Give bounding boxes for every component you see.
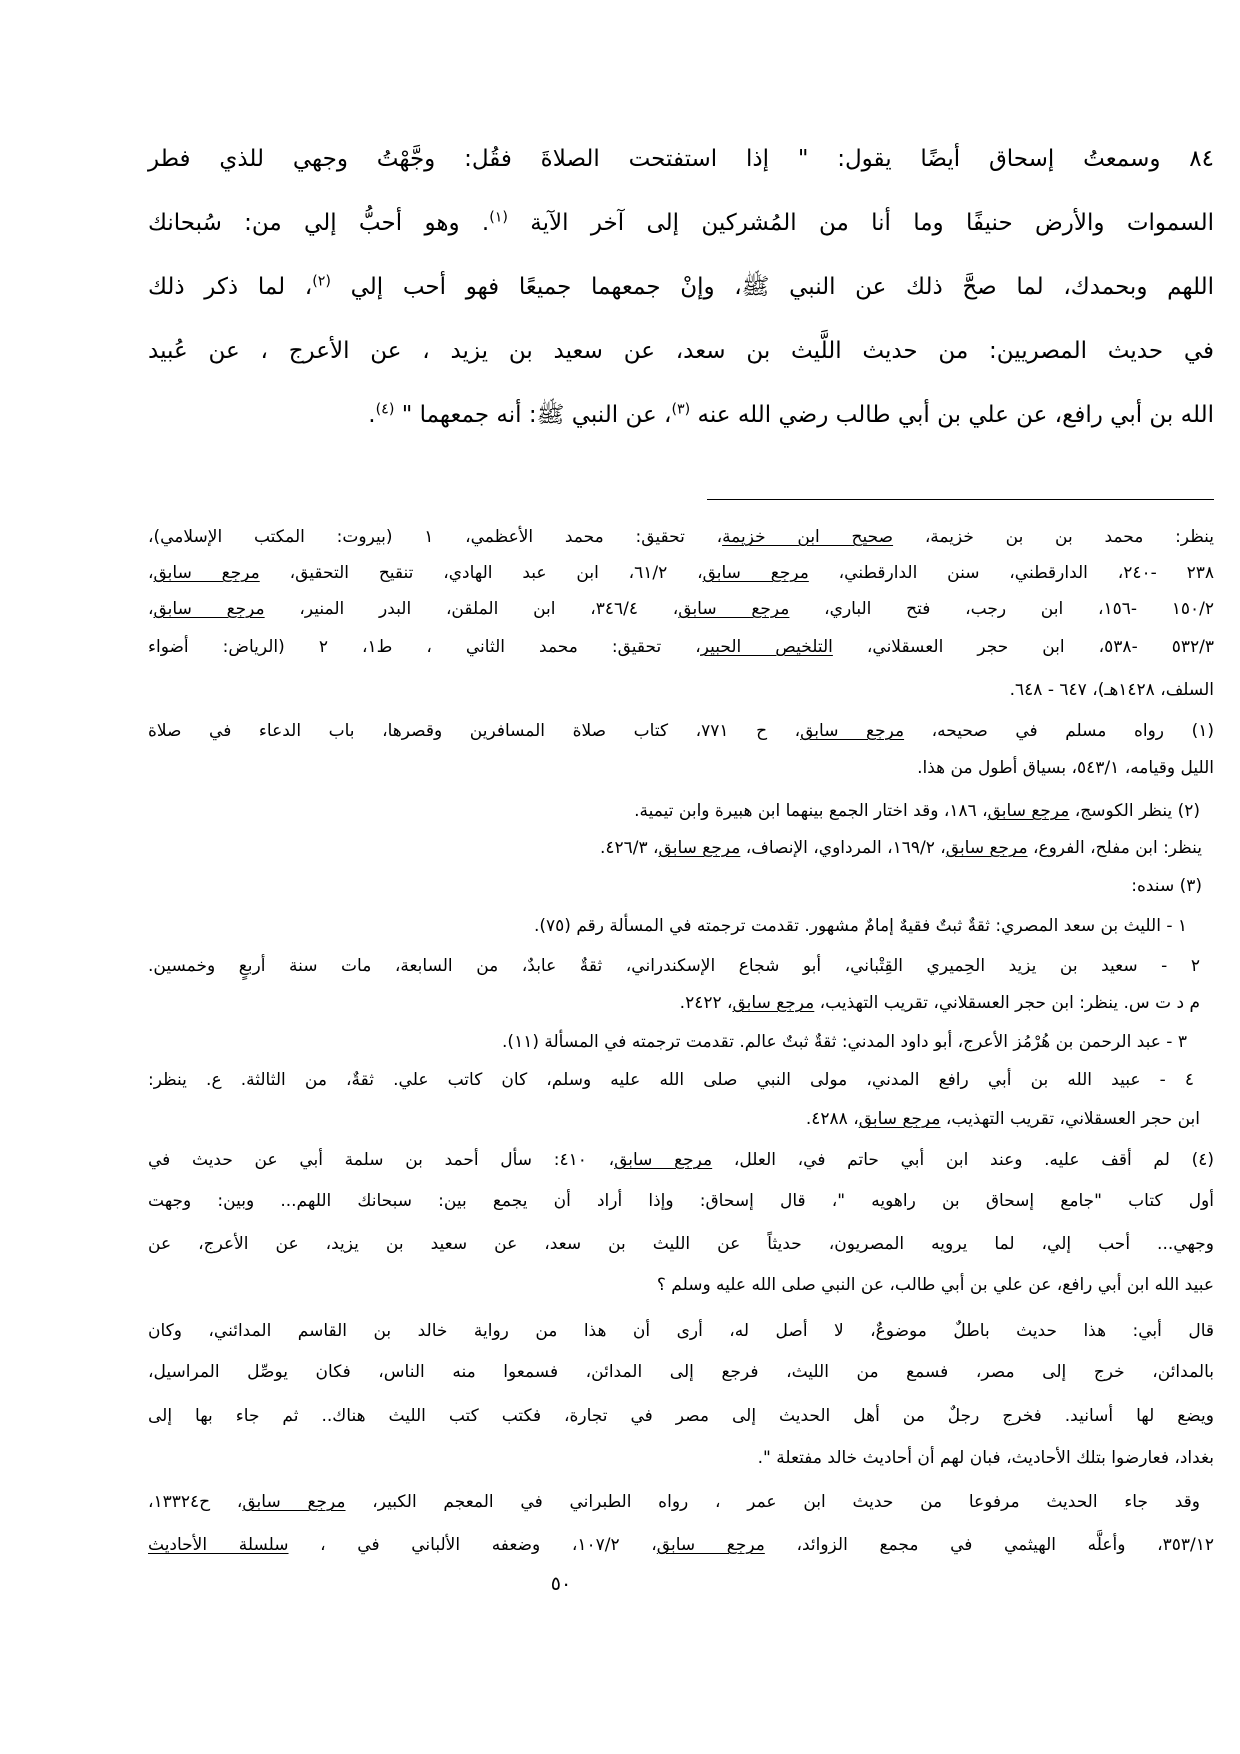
underlined-reference: سلسلة الأحاديث: [148, 1535, 289, 1555]
text-run: (٢) ينظر الكوسج،: [1069, 801, 1200, 821]
text-run: ٢٣٨ -٢٤٠، الدارقطني، سنن الدارقطني،: [808, 563, 1215, 583]
footnote-line: [148, 590, 1214, 628]
text-run: ينظر: ابن مفلح، الفروع،: [1027, 838, 1202, 858]
text-run: ، ح١٣٣٢٤،: [148, 1492, 243, 1512]
footnote-line: [148, 1397, 1214, 1435]
text-run: ،: [148, 563, 154, 583]
footnote-line: [148, 628, 1214, 666]
underlined-reference: مرجع سابق: [658, 838, 741, 858]
footnote-line: [148, 1100, 1214, 1138]
underlined-reference: مرجع سابق: [800, 721, 905, 741]
footnote-line: [148, 1023, 1214, 1061]
text-run: ، ١٦٩/٢، المرداوي، الإنصاف،: [740, 838, 946, 858]
underlined-reference: مرجع سابق: [656, 1535, 765, 1555]
text-run: .: [368, 402, 376, 428]
underlined-reference: مرجع سابق: [614, 1150, 713, 1170]
footnote-line: [148, 1225, 1214, 1263]
underlined-reference: التلخيص الحبير: [700, 637, 833, 657]
text-run: الليل وقيامه، ٥٤٣/١، بسياق أطول من هذا.: [917, 758, 1214, 778]
text-run: أول كتاب "جامع إسحاق بن راهويه "، قال إسحاق: وإذا أراد أن يجمع بين: سبحانك اللهم... وبين: وجهت: [148, 1191, 1214, 1211]
text-run: وقد جاء الحديث مرفوعا من حديث ابن عمر ، رواه الطبراني في المعجم الكبير،: [345, 1492, 1201, 1512]
text-run: ابن حجر العسقلاني، تقريب التهذيب،: [940, 1109, 1200, 1129]
text-run: ٤ - عبيد الله بن أبي رافع المدني، مولى النبي صلى الله عليه وسلم، كان كاتب علي. ثقةٌ، من الثالثة. ع. ينظر:: [148, 1070, 1194, 1090]
footnote-marker: (٤): [375, 401, 395, 418]
footnote-line: [148, 1483, 1214, 1521]
text-run: وجهي... أحب إلي، لما يرويه المصريون، حديثاً عن الليث بن سعد، عن سعيد بن يزيد، عن الأعرج، عن: [148, 1234, 1214, 1254]
text-run: ، ٤١٠: سأل أحمد بن سلمة أبي عن حديث في: [148, 1150, 615, 1170]
underlined-reference: مرجع سابق: [858, 1109, 941, 1129]
text-run: . وهو أحبُّ إلي من: سُبحانك: [148, 210, 490, 236]
footnote-line: [148, 1141, 1214, 1179]
text-run: السموات والأرض حنيفًا وما أنا من المُشركين إلى آخر الآية: [507, 210, 1214, 236]
text-run: السلف، ١٤٢٨هـ)، ٦٤٧ - ٦٤٨.: [1009, 680, 1214, 700]
text-run: م د ت س. ينظر: ابن حجر العسقلاني، تقريب التهذيب،: [814, 993, 1200, 1013]
text-run: ١٥٠/٢ -١٥٦، ابن رجب، فتح الباري،: [789, 599, 1215, 619]
footnote-line: [148, 749, 1214, 787]
underlined-reference: صحيح ابن خزيمة: [722, 527, 894, 547]
text-run: ١ - الليث بن سعد المصري: ثقةٌ ثبتٌ فقيهٌ إمامٌ مشهور. تقدمت ترجمته في المسألة رقم (٧٥).: [533, 916, 1187, 936]
text-run: (١) رواه مسلم في صحيحه،: [904, 721, 1215, 741]
text-run: ، ١٠٧/٢، وضعفه الألباني في ،: [288, 1535, 657, 1555]
text-run: ينظر: محمد بن بن خزيمة،: [893, 527, 1214, 547]
main-text-line: [148, 383, 1214, 447]
text-run: الله بن أبي رافع، عن علي بن أبي طالب رضي الله عنه: [690, 402, 1214, 428]
footnote-line: [148, 1061, 1214, 1099]
footnote-line: [148, 792, 1214, 830]
text-run: ، ٤٢٦/٣.: [599, 838, 659, 858]
footnote-marker: (١): [489, 209, 508, 226]
footnote-marker: (٢): [312, 273, 331, 290]
footnote-line: [148, 907, 1214, 945]
text-run: ، ١٨٦، وقد اختار الجمع بينهما ابن هبيرة وابن تيمية.: [634, 801, 988, 821]
page-number: ٥٠: [550, 1573, 572, 1595]
underlined-reference: مرجع سابق: [702, 563, 809, 583]
underlined-reference: مرجع سابق: [945, 838, 1028, 858]
main-text: [0, 110, 1240, 460]
footnote-line: [148, 1526, 1214, 1564]
footnote-line: [148, 712, 1214, 750]
footnote-line: [148, 829, 1214, 867]
footnote-line: [148, 1439, 1214, 1477]
text-run: ، لما ذكر ذلك: [148, 274, 313, 300]
text-run: ٣٥٣/١٢، وأعلَّه الهيثمي في مجمع الزوائد،: [764, 1535, 1214, 1555]
text-run: ويضع لها أسانيد. فخرج رجلٌ من أهل الحديث إلى مصر في تجارة، فكتب كتب الليث هناك.. ثم جاء بها إلى: [148, 1406, 1214, 1426]
text-run: ٢ - سعيد بن يزيد الحِميري القِتْباني، أبو شجاع الإسكندراني، ثقةٌ عابدٌ، من السابعة، مات سنة أربعٍ وخمسين.: [148, 956, 1200, 976]
text-run: ، ٤٢٨٨.: [805, 1109, 859, 1129]
text-run: ، تحقيق: محمد الأعظمي، ١ (بيروت: المكتب الإسلامي)،: [148, 527, 723, 547]
text-run: ٨٤ وسمعتُ إسحاق أيضًا يقول: " إذا استفتحت الصلاةَ فقُل: وجَّهْتُ وجهي للذي فطر: [148, 146, 1214, 172]
footnote-separator: [707, 499, 1214, 500]
main-text-line: [148, 255, 1214, 319]
footnote-line: [148, 1266, 1214, 1304]
footnote-line: [148, 867, 1214, 905]
text-run: ، ح ٧٧١، كتاب صلاة المسافرين وقصرها، باب الدعاء في صلاة: [148, 721, 801, 741]
text-run: (٣) سنده:: [1131, 876, 1202, 896]
text-run: بغداد، فعارضوا بتلك الأحاديث، فبان لهم أن أحاديث خالد مفتعلة ".: [757, 1448, 1214, 1468]
footnotes: [0, 510, 1240, 1570]
text-run: ، ٢٤٢٢.: [679, 993, 733, 1013]
underlined-reference: مرجع سابق: [153, 563, 260, 583]
underlined-reference: مرجع سابق: [678, 599, 790, 619]
text-run: ، ٣٤٦/٤، ابن الملقن، البدر المنير،: [264, 599, 679, 619]
footnote-line: [148, 984, 1214, 1022]
text-run: ، ٦١/٢، ابن عبد الهادي، تنقيح التحقيق،: [259, 563, 703, 583]
text-run: في حديث المصريين: من حديث اللَّيث بن سعد، عن سعيد بن يزيد ، عن الأعرج ، عن عُبيد: [148, 338, 1214, 364]
footnote-line: [148, 554, 1214, 592]
footnote-line: [148, 947, 1214, 985]
text-run: ، تحقيق: محمد الثاني ، ط١، ٢ (الرياض: أضواء: [148, 637, 701, 657]
footnote-line: [148, 518, 1214, 556]
text-run: (٤) لم أقف عليه. وعند ابن أبي حاتم في، العلل،: [712, 1150, 1215, 1170]
underlined-reference: مرجع سابق: [242, 1492, 346, 1512]
underlined-reference: مرجع سابق: [987, 801, 1070, 821]
text-run: بالمدائن، خرج إلى مصر، فسمع من الليث، فرجع إلى المدائن، فسمعوا منه الناس، فكان يوصِّل المراسيل،: [148, 1362, 1214, 1382]
main-text-line: [148, 127, 1214, 191]
text-run: ٥٣٢/٣ -٥٣٨، ابن حجر العسقلاني،: [832, 637, 1214, 657]
footnote-line: [148, 1182, 1214, 1220]
text-run: ، عن النبي ﷺ: أنه جمعهما ": [394, 402, 672, 428]
underlined-reference: مرجع سابق: [732, 993, 815, 1013]
footnote-line: [148, 671, 1214, 709]
underlined-reference: مرجع سابق: [153, 599, 265, 619]
footnote-line: [148, 1312, 1214, 1350]
text-run: ،: [148, 599, 154, 619]
text-run: قال أبي: هذا حديث باطلٌ موضوعٌ، لا أصل له، أرى أن هذا من رواية خالد بن القاسم المدائني، وكان: [148, 1321, 1214, 1341]
footnote-line: [148, 1353, 1214, 1391]
text-run: عبيد الله ابن أبي رافع، عن علي بن أبي طالب، عن النبي صلى الله عليه وسلم ؟: [656, 1275, 1214, 1295]
main-text-line: [148, 319, 1214, 383]
main-text-line: [148, 191, 1214, 255]
footnote-marker: (٣): [671, 401, 691, 418]
text-run: اللهم وبحمدك، لما صحَّ ذلك عن النبي ﷺ، وإنْ جمعهما جميعًا فهو أحب إلي: [330, 274, 1215, 300]
text-run: ٣ - عبد الرحمن بن هُرْمُز الأعرج، أبو داود المدني: ثقةٌ ثبتٌ عالم. تقدمت ترجمته في المسألة (١١).: [502, 1032, 1187, 1052]
